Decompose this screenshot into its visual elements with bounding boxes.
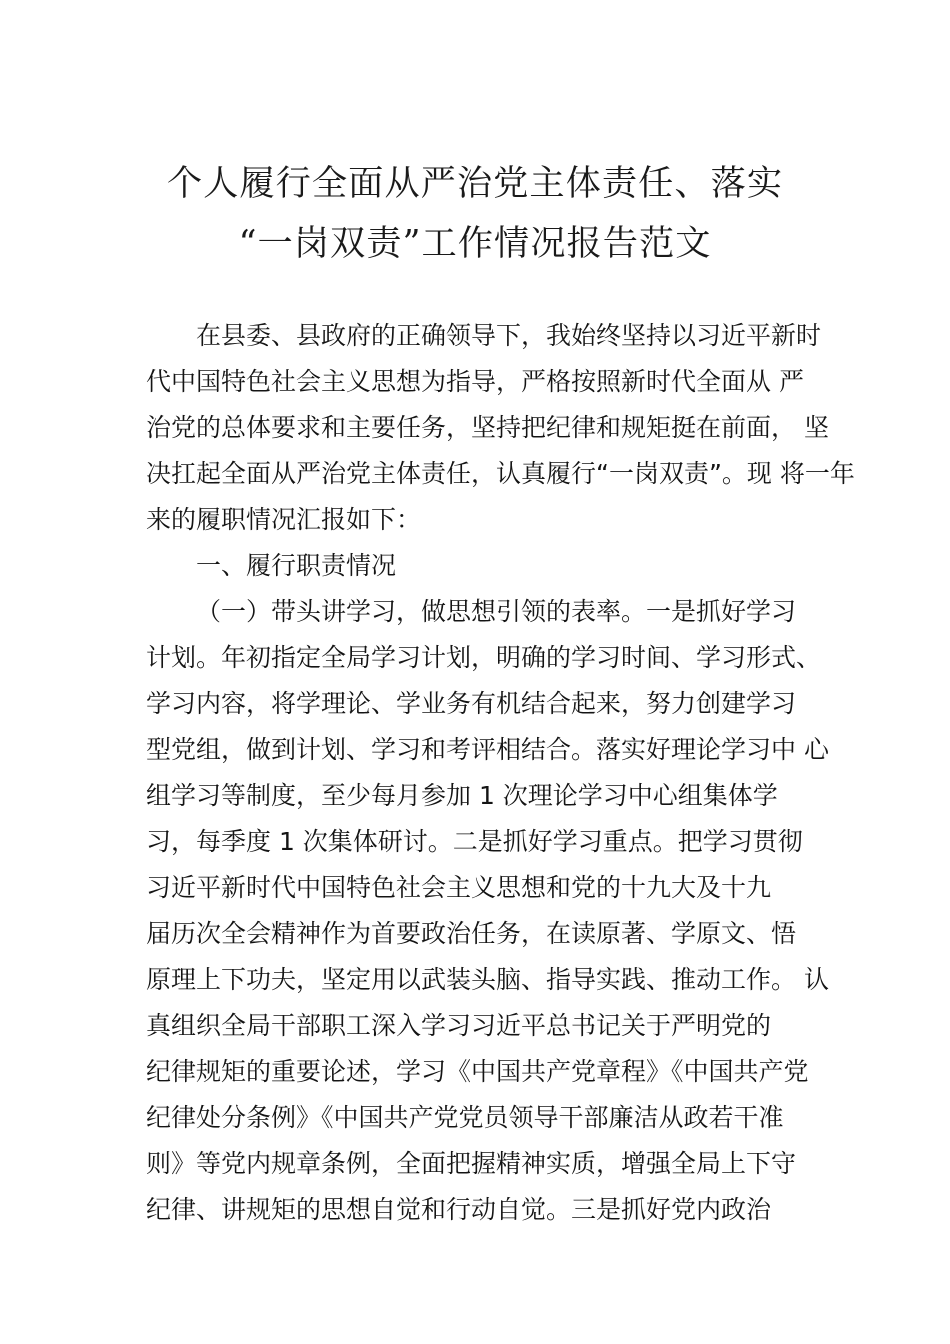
document-title-line-2: “一岗双责”工作情况报告范文 (238, 223, 712, 264)
body-line: 型党组，做到计划、学习和考评相结合。落实好理论学习中 心 (146, 735, 829, 764)
body-line: 治党的总体要求和主要任务，坚持把纪律和规矩挺在前面， 坚 (146, 413, 829, 442)
document-title-line-1: 个人履行全面从严治党主体责任、落实 (166, 163, 784, 204)
body-line: 纪律规矩的重要论述，学习《中国共产党章程》《中国共产党 (146, 1057, 809, 1086)
body-line: 来的履职情况汇报如下： (146, 505, 422, 534)
body-line: 组学习等制度，至少每月参加 1 次理论学习中心组集体学 (146, 781, 778, 810)
body-line: 原理上下功夫，坚定用以武装头脑、指导实践、推动工作。 认 (146, 965, 829, 994)
body-line: 习，每季度 1 次集体研讨。二是抓好学习重点。把学习贯彻 (146, 827, 803, 856)
body-line: 纪律、讲规矩的思想自觉和行动自觉。三是抓好党内政治 (146, 1195, 772, 1224)
body-line: 在县委、县政府的正确领导下，我始终坚持以习近平新时 (196, 321, 822, 350)
body-line: 届历次全会精神作为首要政治任务，在读原著、学原文、悟 (146, 919, 797, 948)
body-line: 习近平新时代中国特色社会主义思想和党的十九大及十九 (146, 873, 772, 902)
section-heading: 一、履行职责情况 (196, 551, 397, 580)
body-line: 计划。年初指定全局学习计划，明确的学习时间、学习形式、 (146, 643, 822, 672)
body-line: 学习内容，将学理论、学业务有机结合起来，努力创建学习 (146, 689, 797, 718)
body-line: 真组织全局干部职工深入学习习近平总书记关于严明党的 (146, 1011, 772, 1040)
body-line: 纪律处分条例》《中国共产党党员领导干部廉洁从政若干准 (146, 1103, 784, 1132)
body-line: 代中国特色社会主义思想为指导，严格按照新时代全面从 严 (146, 367, 804, 396)
body-line: 决扛起全面从严治党主体责任，认真履行“一岗双责”。现 将一年 (146, 459, 855, 488)
body-line: 则》等党内规章条例，全面把握精神实质，增强全局上下守 (146, 1149, 797, 1178)
body-line: （一）带头讲学习，做思想引领的表率。一是抓好学习 (196, 597, 797, 626)
